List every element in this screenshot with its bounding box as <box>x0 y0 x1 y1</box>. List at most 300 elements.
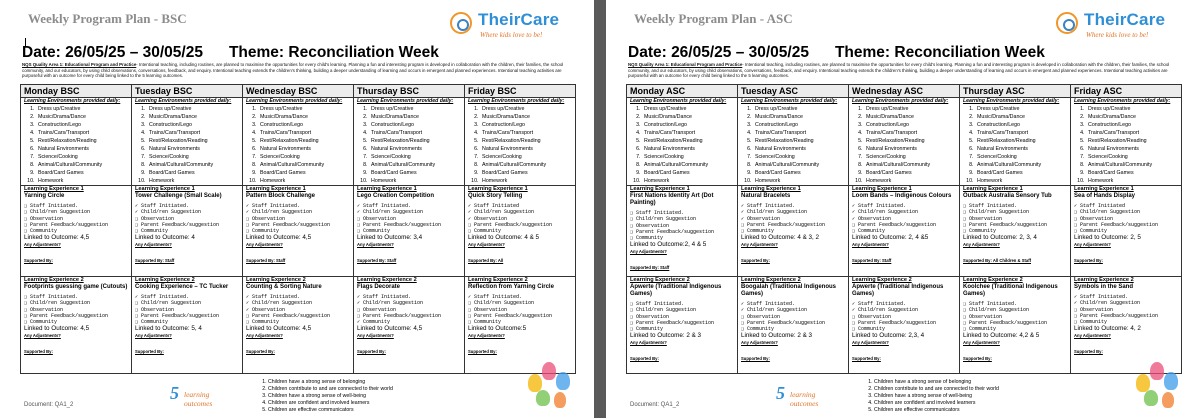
adjustments-label: Any Adjustments? <box>246 333 283 339</box>
environment-item: 4. Trains/Cars/Transport <box>36 129 128 137</box>
logo-tagline: Where kids love to be! <box>480 31 543 39</box>
experience-heading: Learning Experience 2 <box>357 277 417 283</box>
checklist-item: ❑ Staff Initiated. <box>630 301 685 307</box>
environments-list <box>135 105 239 185</box>
linked-outcome: Linked to Outcome: 4,5 <box>24 325 90 333</box>
environments-cell <box>243 98 354 186</box>
checklist-item: ❑ Observation <box>852 313 892 320</box>
linked-outcome: Linked to Outcome: 2,3, 4 <box>852 332 925 340</box>
handprints-decoration-icon <box>520 354 584 418</box>
source-checklist <box>1074 203 1178 234</box>
adjustments-label: Any Adjustments? <box>1074 333 1111 339</box>
day-header-row <box>627 85 1182 98</box>
experience-title: Yarning Circle <box>24 193 65 199</box>
linked-outcome: Linked to Outcome: 4,5 <box>246 325 312 333</box>
experience-title: Cooking Experience – TC Tucker <box>135 284 229 290</box>
learning-outcomes-word-1: learning <box>184 390 210 399</box>
experience-cell <box>849 277 960 374</box>
supported-by: Supported By: All <box>468 258 504 264</box>
environment-item: 4. Trains/Cars/Transport <box>864 129 956 137</box>
checklist-item: ❑ Parent Feedback/suggestion <box>357 312 442 319</box>
environment-item: 6. Natural Environments <box>258 145 350 153</box>
checklist-item: ❑ Parent Feedback/suggestion <box>630 319 715 326</box>
checklist-item: ❑ Community <box>1074 319 1108 326</box>
environment-item: 3. Construction/Lego <box>864 121 956 129</box>
environments-cell <box>132 98 243 186</box>
checklist-item: ✓ Staff Initiated. <box>852 203 907 209</box>
checklist-item: ❑ Child/ren Suggestion <box>630 307 697 314</box>
environment-item: 9. Board/Card Games <box>975 169 1067 177</box>
source-checklist <box>630 210 734 241</box>
checklist-item: ✓ Observation <box>852 215 892 222</box>
environment-item: 9. Board/Card Games <box>1086 169 1178 177</box>
environment-item: 6. Natural Environments <box>753 145 845 153</box>
checklist-item: ❑ Community <box>852 228 886 235</box>
logo-tagline: Where kids love to be! <box>1086 31 1149 39</box>
environment-item: 9. Board/Card Games <box>864 169 956 177</box>
experience-heading: Learning Experience 2 <box>630 277 690 283</box>
environment-item: 9. Board/Card Games <box>36 169 128 177</box>
supported-by: Supported By: <box>852 356 881 362</box>
checklist-item: ❑ Staff Initiated. <box>630 210 685 216</box>
environment-item: 10. Homework <box>480 177 572 185</box>
checklist-item: ❑ Community <box>24 319 58 326</box>
environments-cell <box>465 98 576 186</box>
supported-by: Supported By: <box>963 356 992 362</box>
day-header: Tuesday BSC <box>132 85 243 98</box>
environment-item: 10. Homework <box>147 177 239 185</box>
checklist-item: ❑ Community <box>135 319 169 326</box>
checklist-item: ✓ Staff Initiated. <box>357 294 412 300</box>
environment-item: 5. Rest/Relaxation/Reading <box>975 137 1067 145</box>
experience-heading: Learning Experience 1 <box>246 186 306 192</box>
environment-item: 5. Rest/Relaxation/Reading <box>642 137 734 145</box>
environment-item: 9. Board/Card Games <box>369 169 461 177</box>
logo-mark-icon <box>450 12 472 34</box>
checklist-item: ✓ Staff Initiated. <box>741 301 796 307</box>
environment-item: 8. Animal/Cultural/Community <box>369 161 461 169</box>
environment-item: 6. Natural Environments <box>642 145 734 153</box>
experience-cell <box>627 277 738 374</box>
environments-heading: Learning Environments provided daily: <box>357 98 454 104</box>
handprints-decoration-icon <box>1128 354 1192 418</box>
checklist-item: ❑ Parent Feedback/suggestion <box>963 221 1048 228</box>
environment-item: 4. Trains/Cars/Transport <box>369 129 461 137</box>
experience-heading: Learning Experience 2 <box>24 277 84 283</box>
experience-title: Pattern Block Challenge <box>246 193 316 199</box>
environment-item: 8. Animal/Cultural/Community <box>975 161 1067 169</box>
environments-cell <box>849 98 960 186</box>
experience-cell <box>243 186 354 277</box>
theme-label: Theme: Reconciliation Week <box>228 44 439 61</box>
environment-item: 7. Science/Cooking <box>36 153 128 161</box>
environments-heading: Learning Environments provided daily: <box>468 98 565 104</box>
environment-item: 4. Trains/Cars/Transport <box>642 129 734 137</box>
experience-heading: Learning Experience 1 <box>468 186 528 192</box>
source-checklist <box>24 294 128 325</box>
experience-title: Quick Story Telling <box>468 193 523 199</box>
experience-cell <box>354 277 465 374</box>
environment-item: 2. Music/Drama/Dance <box>864 113 956 121</box>
supported-by: Supported By: <box>630 356 659 362</box>
environment-item: 3. Construction/Lego <box>753 121 845 129</box>
learning-outcomes-number: 5 <box>170 383 179 403</box>
learning-outcomes-word-2: outcomes <box>184 399 213 408</box>
environments-heading: Learning Environments provided daily: <box>741 98 838 104</box>
nqs-heading: NQS Quality Area 1: Educational Program and Practice <box>628 62 743 67</box>
checklist-item: ❑ Child/ren Suggestion <box>630 216 697 223</box>
environment-item: 6. Natural Environments <box>36 145 128 153</box>
environments-heading: Learning Environments provided daily: <box>852 98 949 104</box>
experience-cell <box>21 186 132 277</box>
checklist-item: ✓ Staff Initiated <box>1074 203 1126 209</box>
experience-title: Outback Australia Sensory Tub <box>963 193 1052 199</box>
checklist-item: ❑ Community <box>741 326 775 333</box>
checklist-item: ❑ Community <box>852 326 886 333</box>
checklist-item: ❑ Parent Feedback/suggestion <box>135 312 220 319</box>
environment-item: 8. Animal/Cultural/Community <box>864 161 956 169</box>
experience-title: Tower Challenge (Small Scale) <box>135 193 222 199</box>
checklist-item: ✓ Observation <box>246 306 286 313</box>
environments-cell <box>738 98 849 186</box>
checklist-item: ✓ Staff Initiated. <box>135 294 190 300</box>
environment-item: 6. Natural Environments <box>1086 145 1178 153</box>
checklist-item: ❑ Observation <box>741 313 781 320</box>
adjustments-label: Any Adjustments? <box>852 242 889 248</box>
environments-list <box>1074 105 1178 185</box>
checklist-item: ❑ Parent Feedback/suggestion <box>135 221 220 228</box>
checklist-item: ❑ Parent Feedback/suggestion <box>852 221 937 228</box>
checklist-item: ❑ Child/ren Suggestion <box>963 209 1030 216</box>
source-checklist <box>741 301 845 332</box>
checklist-item: ❑ Observation <box>24 215 64 222</box>
weekly-plan-table <box>626 84 1182 374</box>
checklist-item: ❑ Parent Feedback/suggestion <box>963 319 1048 326</box>
experience-cell <box>849 186 960 277</box>
date-theme-heading <box>22 44 439 62</box>
environment-item: 10. Homework <box>642 177 734 185</box>
source-checklist <box>246 203 350 234</box>
checklist-item: ❑ Observation <box>357 215 397 222</box>
environments-row <box>21 98 576 186</box>
day-header: Thursday ASC <box>960 85 1071 98</box>
checklist-item: ❑ Child/ren Suggestion <box>963 307 1030 314</box>
day-header: Wednesday BSC <box>243 85 354 98</box>
source-checklist <box>135 203 239 234</box>
environments-list <box>741 105 845 185</box>
checklist-item: ❑ Observation <box>24 306 64 313</box>
supported-by: Supported By: <box>24 258 53 264</box>
environment-item: 10. Homework <box>864 177 956 185</box>
adjustments-label: Any Adjustments? <box>357 242 394 248</box>
experience-heading: Learning Experience 2 <box>135 277 195 283</box>
experience-cell <box>960 186 1071 277</box>
checklist-item: ✓ Observation <box>468 215 508 222</box>
linked-outcome: Linked to Outcome: 4 & 5 <box>468 234 540 242</box>
environment-item: 3. Construction/Lego <box>480 121 572 129</box>
experience-title: Lego Creation Competition <box>357 193 434 199</box>
environment-item: 1. Dress up/Creative <box>147 105 239 113</box>
day-header: Monday ASC <box>627 85 738 98</box>
supported-by: Supported By: <box>468 349 497 355</box>
environment-item: 10. Homework <box>753 177 845 185</box>
environments-heading: Learning Environments provided daily: <box>246 98 343 104</box>
environments-cell <box>627 98 738 186</box>
environment-item: 3. Construction/Lego <box>642 121 734 129</box>
environment-item: 2. Music/Drama/Dance <box>258 113 350 121</box>
environment-item: 1. Dress up/Creative <box>369 105 461 113</box>
adjustments-label: Any Adjustments? <box>24 242 61 248</box>
checklist-item: ✓ Staff Initiated <box>468 203 520 209</box>
checklist-item: ❑ Community <box>135 228 169 235</box>
environments-cell <box>21 98 132 186</box>
experience-cell <box>132 186 243 277</box>
experience-heading: Learning Experience 1 <box>630 186 690 192</box>
experience-title: Sea of Hands Display <box>1074 193 1136 199</box>
experience-title: Counting & Sorting Nature <box>246 284 322 290</box>
learning-outcome-item: 1. Children have a strong sense of belonging <box>874 379 999 386</box>
day-header: Tuesday ASC <box>738 85 849 98</box>
checklist-item: ❑ Parent Feedback/suggestion <box>741 221 826 228</box>
checklist-item: ❑ Observation <box>135 215 175 222</box>
environment-item: 7. Science/Cooking <box>753 153 845 161</box>
experience-cell <box>132 277 243 374</box>
nqs-text: - Intentional teaching, including routines, are planned to maximise the opportunities for every child's learning. Planning a fun and interesting program is developed in collaboration with the children, their families, the school community, and our educators, by using child observations, conversations, feedback, and enquiry. Intentional teaching extends the children's thinking, building a deeper understanding of learning and occurs in emergent and planned experiences. Intentional teaching activities are purposeful with an outcome for every child being linked to the 5 learning outcomes. <box>628 62 1170 79</box>
environment-item: 8. Animal/Cultural/Community <box>1086 161 1178 169</box>
checklist-item: ❑ Child/ren Suggestion <box>1074 209 1141 216</box>
environment-item: 4. Trains/Cars/Transport <box>147 129 239 137</box>
environment-item: 6. Natural Environments <box>147 145 239 153</box>
environment-item: 3. Construction/Lego <box>258 121 350 129</box>
checklist-item: ✓ Child/ren Suggestion <box>852 209 919 216</box>
checklist-item: ❑ Child/ren Suggestion <box>24 300 91 307</box>
checklist-item: ❑ Observation <box>963 215 1003 222</box>
environments-cell <box>960 98 1071 186</box>
experience-row <box>21 277 576 374</box>
learning-outcomes-label <box>790 390 818 408</box>
environments-cell <box>354 98 465 186</box>
experience-title: Symbols in the Sand <box>1074 284 1134 290</box>
checklist-item: ❑ Community <box>741 228 775 235</box>
experience-row <box>627 186 1182 277</box>
environment-item: 2. Music/Drama/Dance <box>642 113 734 121</box>
learning-outcome-item: 3. Children have a strong sense of well-being <box>268 393 393 400</box>
environment-item: 7. Science/Cooking <box>258 153 350 161</box>
environment-item: 7. Science/Cooking <box>975 153 1067 161</box>
linked-outcome: Linked to Outcome: 2 & 3 <box>630 332 702 340</box>
linked-outcome: Linked to Outcome: 3,4 <box>357 234 423 242</box>
environments-list <box>963 105 1067 185</box>
checklist-item: ❑ Staff Initiated. <box>24 203 79 209</box>
environment-item: 5. Rest/Relaxation/Reading <box>258 137 350 145</box>
experience-heading: Learning Experience 2 <box>1074 277 1134 283</box>
experience-cell <box>465 186 576 277</box>
checklist-item: ❑ Parent Feedback/suggestion <box>24 312 109 319</box>
environment-item: 9. Board/Card Games <box>147 169 239 177</box>
environment-item: 5. Rest/Relaxation/Reading <box>369 137 461 145</box>
checklist-item: ✓ Child/ren Suggestion <box>246 209 313 216</box>
logo-name: TheirCare <box>478 10 560 29</box>
supported-by: Supported By: Staff <box>246 258 286 264</box>
checklist-item: ❑ Parent Feedback/suggestion <box>741 319 826 326</box>
checklist-item: ✓ Staff Initiated. <box>246 203 301 209</box>
checklist-item: ❑ Parent Feedback/suggestion <box>852 319 937 326</box>
environment-item: 4. Trains/Cars/Transport <box>480 129 572 137</box>
checklist-item: ✓ Child/ren Suggestion <box>357 300 424 307</box>
checklist-item: ❑ Community <box>630 326 664 333</box>
experience-heading: Learning Experience 2 <box>963 277 1023 283</box>
source-checklist <box>852 301 956 332</box>
learning-outcome-item: 4. Children are confident and involved learners <box>874 400 999 407</box>
checklist-item: ❑ Parent Feedback/suggestion <box>357 221 442 228</box>
environment-item: 1. Dress up/Creative <box>1086 105 1178 113</box>
checklist-item: ✓ Child/ren Suggestion <box>852 307 919 314</box>
page-footer <box>606 368 1200 418</box>
source-checklist <box>357 203 461 234</box>
experience-title: Footprints guessing game (Cutouts) <box>24 284 128 290</box>
environments-list <box>468 105 572 185</box>
linked-outcome: Linked to Outcome: 4,5 <box>24 234 90 242</box>
linked-outcome: Linked to Outcome: 5, 4 <box>135 325 202 333</box>
document-page <box>0 0 594 418</box>
environment-item: 6. Natural Environments <box>975 145 1067 153</box>
environment-item: 3. Construction/Lego <box>975 121 1067 129</box>
linked-outcome: Linked to Outcome: 4 & 3, 2 <box>741 234 820 242</box>
environment-item: 5. Rest/Relaxation/Reading <box>864 137 956 145</box>
environment-item: 9. Board/Card Games <box>753 169 845 177</box>
learning-outcomes-word-2: outcomes <box>790 399 819 408</box>
environments-cell <box>1071 98 1182 186</box>
environments-heading: Learning Environments provided daily: <box>1074 98 1171 104</box>
day-header: Friday ASC <box>1071 85 1182 98</box>
environment-item: 7. Science/Cooking <box>642 153 734 161</box>
environment-item: 6. Natural Environments <box>480 145 572 153</box>
linked-outcome: Linked to Outcome:5 <box>468 325 527 333</box>
document-id: Document: QA1_2 <box>24 402 74 408</box>
linked-outcome: Linked to Outcome: 4 <box>135 234 195 242</box>
learning-outcomes-word-1: learning <box>790 390 816 399</box>
theircare-logo <box>450 9 578 49</box>
environments-heading: Learning Environments provided daily: <box>135 98 232 104</box>
checklist-item: ❑ Observation <box>963 313 1003 320</box>
environments-list <box>630 105 734 185</box>
environments-list <box>24 105 128 185</box>
adjustments-label: Any Adjustments? <box>468 333 505 339</box>
environment-item: 2. Music/Drama/Dance <box>1086 113 1178 121</box>
experience-title: Flags Decorate <box>357 284 401 290</box>
linked-outcome: Linked to Outcome: 2, 5 <box>1074 234 1141 242</box>
checklist-item: ✓ Staff Initiated. <box>1074 294 1129 300</box>
environment-item: 4. Trains/Cars/Transport <box>975 129 1067 137</box>
checklist-item: ✓ Child/ren Suggestion <box>468 209 535 216</box>
supported-by: Supported By: <box>24 349 53 355</box>
environment-item: 4. Trains/Cars/Transport <box>1086 129 1178 137</box>
experience-title: Reflection from Yarning Circle <box>468 284 554 290</box>
page-footer <box>0 368 594 418</box>
source-checklist <box>963 203 1067 234</box>
adjustments-label: Any Adjustments? <box>630 340 667 346</box>
learning-outcomes-number: 5 <box>776 383 785 403</box>
source-checklist <box>246 294 350 325</box>
environment-item: 9. Board/Card Games <box>642 169 734 177</box>
environments-row <box>627 98 1182 186</box>
learning-outcomes-list <box>862 379 999 414</box>
checklist-item: ❑ Community <box>246 228 280 235</box>
day-header-row <box>21 85 576 98</box>
checklist-item: ❑ Community <box>468 319 502 326</box>
adjustments-label: Any Adjustments? <box>24 333 61 339</box>
source-checklist <box>357 294 461 325</box>
learning-outcome-item: 5. Children are effective communicators <box>268 407 393 414</box>
experience-title: Koolchee (Traditional Indigenous Games) <box>963 284 1058 297</box>
environment-item: 9. Board/Card Games <box>480 169 572 177</box>
checklist-item: ✓ Child/ren Suggestion <box>135 209 202 216</box>
environment-item: 2. Music/Drama/Dance <box>753 113 845 121</box>
environment-item: 5. Rest/Relaxation/Reading <box>147 137 239 145</box>
environment-item: 1. Dress up/Creative <box>642 105 734 113</box>
checklist-item: ✓ Child/ren Suggestion <box>1074 300 1141 307</box>
environment-item: 1. Dress up/Creative <box>975 105 1067 113</box>
environment-item: 10. Homework <box>369 177 461 185</box>
experience-heading: Learning Experience 1 <box>741 186 801 192</box>
source-checklist <box>630 301 734 332</box>
supported-by: Supported By: <box>1074 349 1103 355</box>
adjustments-label: Any Adjustments? <box>468 242 505 248</box>
source-checklist <box>468 294 572 325</box>
weekly-plan-table <box>20 84 576 374</box>
learning-outcome-item: 1. Children have a strong sense of belonging <box>268 379 393 386</box>
environment-item: 3. Construction/Lego <box>147 121 239 129</box>
experience-title: Apwerte (Traditional Indigenous Games) <box>852 284 944 297</box>
supported-by: Supported By: Staff <box>357 258 397 264</box>
supported-by: Supported By: <box>741 356 770 362</box>
adjustments-label: Any Adjustments? <box>135 333 172 339</box>
environment-item: 7. Science/Cooking <box>369 153 461 161</box>
experience-title: Apwerte (Traditional Indigenous Games) <box>630 284 722 297</box>
environment-item: 2. Music/Drama/Dance <box>975 113 1067 121</box>
environment-item: 1. Dress up/Creative <box>36 105 128 113</box>
day-header: Monday BSC <box>21 85 132 98</box>
linked-outcome: Linked to Outcome: 4, 2 <box>1074 325 1141 333</box>
supported-by: Supported By: <box>135 349 164 355</box>
learning-outcomes-label <box>184 390 212 408</box>
theircare-logo <box>1056 9 1184 49</box>
environments-list <box>357 105 461 185</box>
checklist-item: ✓ Observation <box>741 215 781 222</box>
environment-item: 1. Dress up/Creative <box>864 105 956 113</box>
supported-by: Supported By: Staff <box>630 265 670 271</box>
experience-heading: Learning Experience 1 <box>135 186 195 192</box>
experience-title: Boogalah (Traditional Indigenous Games) <box>741 284 837 297</box>
adjustments-label: Any Adjustments? <box>852 340 889 346</box>
experience-heading: Learning Experience 2 <box>246 277 306 283</box>
linked-outcome: Linked to Outcome: 4,5 <box>246 234 312 242</box>
checklist-item: ❑ Observation <box>135 306 175 313</box>
checklist-item: ❑ Observation <box>468 306 508 313</box>
adjustments-label: Any Adjustments? <box>135 242 172 248</box>
linked-outcome: Linked to Outcome: 2, 3, 4 <box>963 234 1037 242</box>
environment-item: 1. Dress up/Creative <box>480 105 572 113</box>
checklist-item: ❑ Community <box>1074 228 1108 235</box>
checklist-item: ❑ Observation <box>1074 306 1114 313</box>
checklist-item: ❑ Observation <box>357 306 397 313</box>
page-title: Weekly Program Plan - BSC <box>28 11 187 26</box>
experience-title: Loom Bands – Indigenous Colours <box>852 193 952 199</box>
environment-item: 7. Science/Cooking <box>147 153 239 161</box>
experience-heading: Learning Experience 1 <box>963 186 1023 192</box>
environment-item: 2. Music/Drama/Dance <box>369 113 461 121</box>
environment-item: 8. Animal/Cultural/Community <box>642 161 734 169</box>
